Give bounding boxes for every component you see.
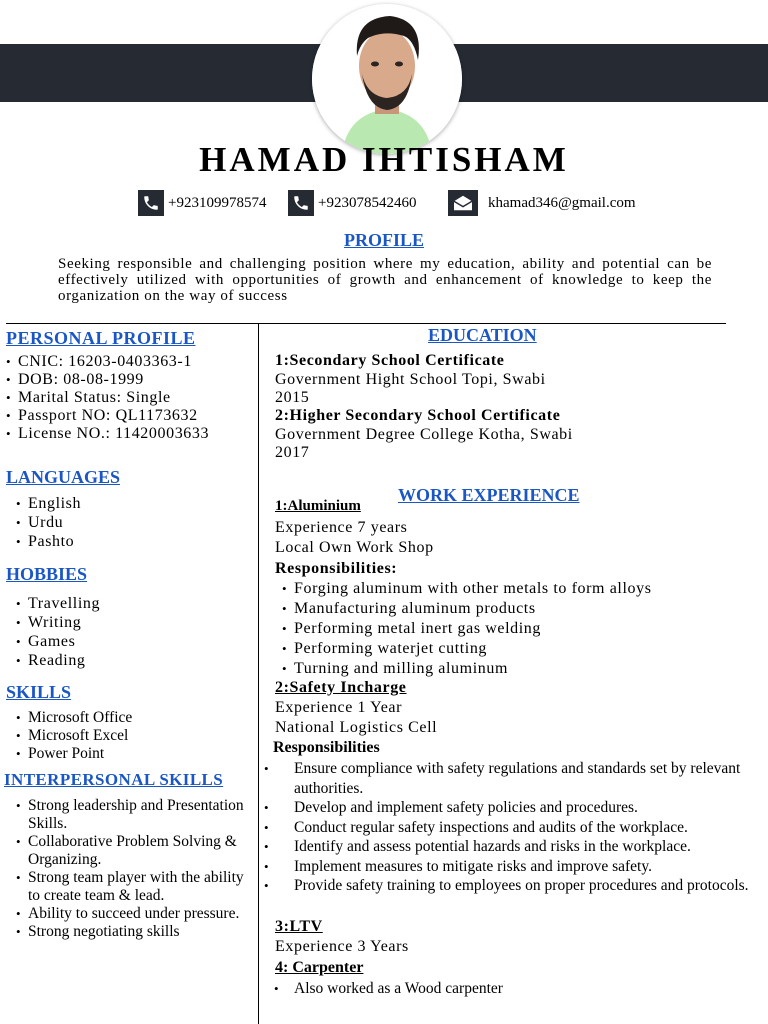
list-item: • Power Point	[14, 745, 132, 763]
languages-list	[14, 494, 81, 551]
list-item: • Collaborative Problem Solving & Organizing.	[14, 833, 246, 869]
envelope-icon	[448, 190, 478, 216]
job-experience: Experience 1 Year	[275, 699, 403, 716]
skills-heading: SKILLS	[6, 682, 72, 702]
list-item: • Ensure compliance with safety regulations and standards set by relevant authorities.	[262, 759, 762, 798]
list-item: • Conduct regular safety inspections and audits of the workplace.	[262, 818, 762, 838]
list-item: • Strong team player with the ability to create team & lead.	[14, 869, 246, 905]
education-heading: EDUCATION	[428, 325, 537, 345]
list-item: • English	[14, 494, 81, 513]
list-item: • Microsoft Excel	[14, 727, 132, 745]
education-school: Government Degree College Kotha, Swabi	[275, 426, 573, 443]
education-school: Government Hight School Topi, Swabi	[275, 371, 546, 388]
list-item: • Strong leadership and Presentation Skills.	[14, 797, 246, 833]
list-item: • Strong negotiating skills	[14, 923, 246, 941]
list-item: • License NO.: 11420003633	[4, 425, 209, 443]
responsibilities-list	[262, 759, 762, 896]
job-title: 2:Safety Incharge	[275, 679, 407, 696]
list-item: • Passport NO: QL1173632	[4, 407, 209, 425]
list-item: • Marital Status: Single	[4, 389, 209, 407]
list-item: • Performing metal inert gas welding	[280, 619, 652, 639]
interpersonal-list	[14, 797, 246, 941]
divider	[6, 323, 726, 324]
education-title: 1:Secondary School Certificate	[275, 352, 505, 369]
interpersonal-heading: INTERPERSONAL SKILLS	[4, 770, 224, 789]
list-item: • Travelling	[14, 594, 100, 613]
responsibilities-list	[280, 579, 652, 679]
list-item: • Provide safety training to employees on proper procedures and protocols.	[262, 876, 762, 896]
email	[448, 190, 636, 216]
education-year: 2015	[275, 389, 310, 406]
list-item: • DOB: 08-08-1999	[4, 371, 209, 389]
job-place: Local Own Work Shop	[275, 539, 434, 556]
list-item: • Also worked as a Wood carpenter	[272, 979, 503, 998]
list-item: • Games	[14, 632, 100, 651]
job-place: National Logistics Cell	[275, 719, 438, 736]
list-item: • Implement measures to mitigate risks and improve safety.	[262, 857, 762, 877]
phone-icon	[288, 190, 314, 216]
hobbies-heading: HOBBIES	[6, 564, 88, 584]
job-title: 4: Carpenter	[275, 959, 364, 976]
responsibilities-list	[272, 979, 503, 998]
personal-profile-list	[4, 353, 209, 443]
list-item: • CNIC: 16203-0403363-1	[4, 353, 209, 371]
job-experience: Experience 3 Years	[275, 938, 409, 955]
candidate-name: HAMAD IHTISHAM	[199, 140, 569, 179]
list-item: • Forging aluminum with other metals to form alloys	[280, 579, 652, 599]
list-item: • Microsoft Office	[14, 709, 132, 727]
email-text: khamad346@gmail.com	[488, 194, 636, 211]
hobbies-list	[14, 594, 100, 670]
profile-summary: Seeking responsible and challenging position where my education, ability and potential can be effectively utilized with opportunities of growth and enhancement of knowledge to keep the organization on the way of success	[58, 256, 712, 304]
column-divider	[258, 324, 259, 1024]
phone-1	[138, 190, 266, 216]
list-item: • Urdu	[14, 513, 81, 532]
list-item: • Writing	[14, 613, 100, 632]
profile-photo	[312, 4, 462, 154]
personal-profile-heading: PERSONAL PROFILE	[6, 328, 196, 348]
phone-2	[288, 190, 416, 216]
job-experience: Experience 7 years	[275, 519, 408, 536]
job-title: 3:LTV	[275, 918, 323, 935]
phone-1-text: +923109978574	[168, 194, 267, 211]
work-experience-heading: WORK EXPERIENCE	[398, 485, 580, 505]
list-item: • Turning and milling aluminum	[280, 659, 652, 679]
education-year: 2017	[275, 444, 310, 461]
phone-2-text: +923078542460	[318, 194, 417, 211]
list-item: • Performing waterjet cutting	[280, 639, 652, 659]
languages-heading: LANGUAGES	[6, 467, 121, 487]
job-title: 1:Aluminium	[275, 498, 361, 514]
list-item: • Develop and implement safety policies and procedures.	[262, 798, 762, 818]
phone-icon	[138, 190, 164, 216]
list-item: • Ability to succeed under pressure.	[14, 905, 246, 923]
list-item: • Manufacturing aluminum products	[280, 599, 652, 619]
education-title: 2:Higher Secondary School Certificate	[275, 407, 561, 424]
list-item: • Reading	[14, 651, 100, 670]
list-item: • Identify and assess potential hazards and risks in the workplace.	[262, 837, 762, 857]
responsibilities-label: Responsibilities:	[275, 560, 398, 577]
responsibilities-label: Responsibilities	[273, 739, 380, 756]
list-item: • Pashto	[14, 532, 81, 551]
skills-list	[14, 709, 132, 763]
profile-heading: PROFILE	[343, 230, 424, 250]
